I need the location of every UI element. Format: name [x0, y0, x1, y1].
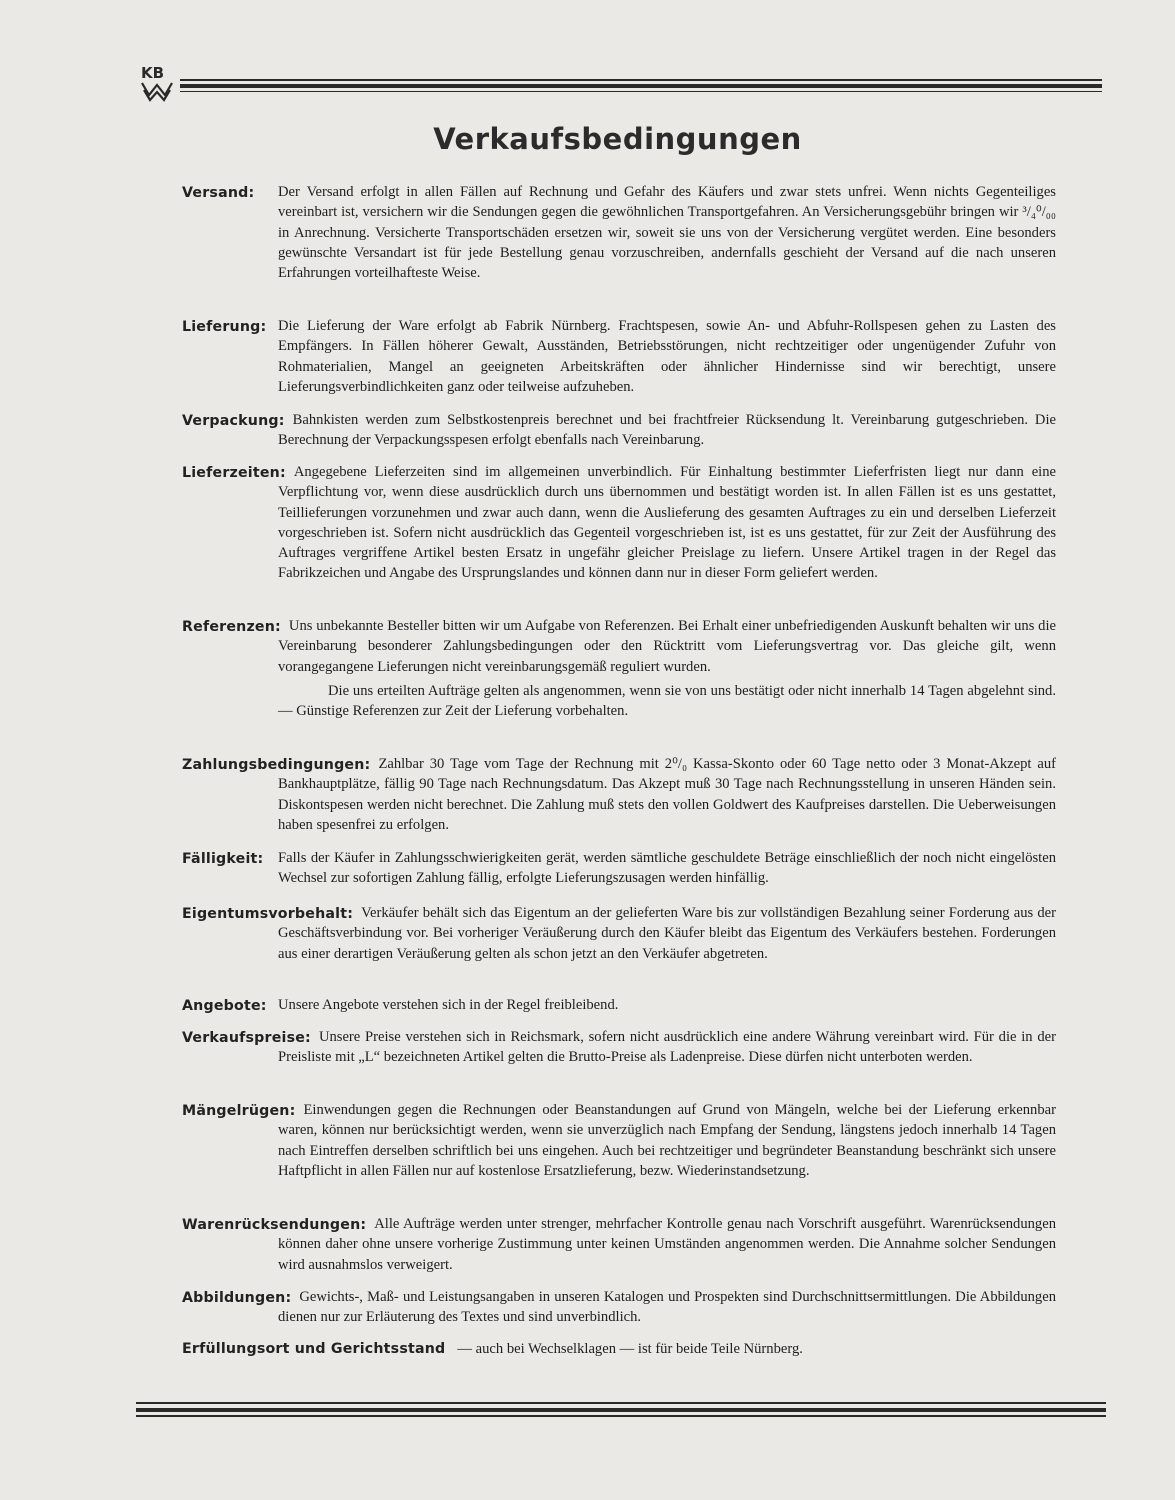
section-label: Versand:	[182, 185, 255, 201]
page-title: Verkaufsbedingungen	[433, 122, 802, 156]
logo-text: KB	[141, 64, 165, 82]
section-text: Falls der Käufer in Zahlungsschwierigkeiten gerät, werden sämtliche geschuldete Beträge einschließlich der noch nicht eingelösten Wechsel zur sofortigen Zahlung fällig, erfolgte Lieferungszusagen werden hinfällig.	[278, 850, 1056, 887]
section-referenzen	[182, 616, 1056, 721]
section-text: Zahlbar 30 Tage vom Tage der Rechnung mit 2⁰/₀ Kassa-Skonto oder 60 Tage netto oder 3 Monat-Akzept auf Bankhauptplätze, fällig 90 Tage nach Rechnungsdatum. Das Akzept muß 30 Tage nach Rechnungsstellung in unseren Händen sein. Diskontspesen werden nicht berechnet. Die Zahlung muß stets den vollen Goldwert des Kaufpreises darstellen. Die Ueberweisungen haben spesenfrei zu erfolgen.	[278, 756, 1056, 833]
section-zahlungsbedingungen	[182, 754, 1056, 835]
section-text: Der Versand erfolgt in allen Fällen auf Rechnung und Gefahr des Käufers und zwar stets unfrei. Wenn nichts Gegenteiliges vereinbart ist, versichern wir die Sendungen gegen die gewöhnlichen Transportgefahren. An Versicherungsgebühr bringen wir ³/₄⁰/₀₀ in Anrechnung. Versicherte Transportschäden ersetzen wir, soweit sie uns von der Versicherung vergütet werden. Eine besonders gewünschte Versandart ist für jede Bestellung genau vorzuschreiben, andernfalls geschieht der Versand auf die nach unseren Erfahrungen vorteilhafteste Weise.	[278, 184, 1056, 282]
section-label: Verpackung:	[182, 413, 285, 429]
section-text: Unsere Preise verstehen sich in Reichsmark, sofern nicht ausdrücklich eine andere Währung vereinbart wird. Für die in der Preisliste mit „L“ bezeichneten Artikel gelten die Brutto-Preise als Ladenpreise. Diese dürfen nicht unterboten werden.	[278, 1029, 1056, 1066]
kbw-logo	[140, 66, 176, 106]
bottom-rule	[136, 1402, 1106, 1404]
section-faelligkeit	[182, 848, 1056, 889]
section-text: Die Lieferung der Ware erfolgt ab Fabrik Nürnberg. Frachtspesen, sowie An- und Abfuhr-Rollspesen gehen zu Lasten des Empfängers. In Fällen höherer Gewalt, Ausständen, Betriebsstörungen, nicht rechtzeitiger oder ungenügender Zufuhr von Rohmaterialien, Mangel an geeigneten Arbeitskräften oder ähnlicher Hindernisse sind wir berechtigt, unsere Lieferungsverbindlichkeiten ganz oder teilweise aufzuheben.	[278, 318, 1056, 395]
logo-w-mark	[140, 81, 176, 103]
section-text: — auch bei Wechselklagen — ist für beide Teile Nürnberg.	[457, 1341, 803, 1357]
section-text: Bahnkisten werden zum Selbstkostenpreis berechnet und bei frachtfreier Rücksendung lt. Vereinbarung gutgeschrieben. Die Berechnung der Verpackungsspesen erfolgt ebenfalls nach Vereinbarung.	[278, 412, 1056, 449]
section-label: Warenrücksendungen:	[182, 1217, 367, 1233]
section-text: Gewichts-, Maß- und Leistungsangaben in unseren Katalogen und Prospekten sind Durchschnittsermittlungen. Die Abbildungen dienen nur zur Erläuterung des Textes und sind unverbindlich.	[278, 1289, 1056, 1326]
section-verpackung	[182, 410, 1056, 451]
section-text: Uns unbekannte Besteller bitten wir um Aufgabe von Referenzen. Bei Erhalt einer unbefriedigenden Auskunft behalten wir uns die Vereinbarung besonderer Zahlungsbedingungen oder den Rücktritt vom Lieferungsvertrag vor. Das gleiche gilt, wenn vorangegangene Lieferungen nicht vereinbarungsgemäß reguliert wurden.	[278, 618, 1056, 675]
section-lieferung	[182, 316, 1056, 397]
section-text: Alle Aufträge werden unter strenger, mehrfacher Kontrolle genau nach Vorschrift ausgeführt. Warenrücksendungen können daher ohne unsere vorherige Zustimmung unter keinen Umständen angenommen werden. Die Annahme solcher Sendungen wird ausnahmslos verweigert.	[278, 1216, 1056, 1273]
section-label: Zahlungsbedingungen:	[182, 757, 371, 773]
section-label: Lieferzeiten:	[182, 465, 286, 481]
section-text: Unsere Angebote verstehen sich in der Regel freibleibend.	[278, 997, 619, 1013]
section-label: Referenzen:	[182, 619, 281, 635]
section-label: Verkaufspreise:	[182, 1030, 311, 1046]
section-maengelruegen	[182, 1100, 1056, 1181]
section-label: Fälligkeit:	[182, 851, 264, 867]
section-label: Erfüllungsort und Gerichtsstand	[182, 1341, 446, 1357]
section-versand	[182, 182, 1056, 283]
section-eigentumsvorbehalt	[182, 903, 1056, 964]
section-text: Einwendungen gegen die Rechnungen oder Beanstandungen auf Grund von Mängeln, welche bei der Lieferung erkennbar waren, können nur berücksichtigt werden, wenn sie unverzüglich nach Empfang der Sendung, längstens jedoch innerhalb 14 Tagen nach Eintreffen derselben schriftlich bei uns eingehen. Auch bei rechtzeitiger und begründeter Beanstandung beschränkt sich unsere Haftpflicht in allen Fällen nur auf kostenlose Ersatzlieferung, bezw. Wiederinstandsetzung.	[278, 1102, 1056, 1179]
section-lieferzeiten	[182, 462, 1056, 584]
section-label: Angebote:	[182, 998, 267, 1014]
section-verkaufspreise	[182, 1027, 1056, 1068]
section-text: Angegebene Lieferzeiten sind im allgemeinen unverbindlich. Für Einhaltung bestimmter Lieferfristen liegt nur dann eine Verpflichtung vor, wenn diese ausdrücklich durch uns übernommen und bestätigt worden ist. In allen Fällen ist es uns gestattet, Teillieferungen vorzunehmen und zwar auch dann, wenn die Auslieferung des gesamten Auftrages zu ein und derselben Lieferzeit vorgeschrieben ist. Sofern nicht ausdrücklich das Gegenteil vorgeschrieben ist, ist es uns gestattet, für zur Zeit der Ausführung des Auftrages vergriffene Artikel besten Ersatz in ungefähr gleicher Preislage zu liefern. Unsere Artikel tragen in der Regel das Fabrikzeichen und Angabe des Ursprungslandes und können dann nur in dieser Form geliefert werden.	[278, 464, 1056, 582]
section-label: Mängelrügen:	[182, 1103, 296, 1119]
section-label: Eigentumsvorbehalt:	[182, 906, 354, 922]
section-text: Verkäufer behält sich das Eigentum an der gelieferten Ware bis zur vollständigen Bezahlung seiner Forderung aus der Geschäftsverbindung vor. Bei vorheriger Veräußerung durch den Käufer bleibt das Eigentum des Verkäufers bestehen. Forderungen aus einer derartigen Veräußerung gelten als schon jetzt an den Verkäufer abgetreten.	[278, 905, 1056, 962]
section-text-2: Die uns erteilten Aufträge gelten als angenommen, wenn sie von uns bestätigt oder nicht innerhalb 14 Tagen abgelehnt sind. — Günstige Referenzen zur Zeit der Lieferung vorbehalten.	[278, 682, 1056, 720]
section-label: Lieferung:	[182, 319, 267, 335]
section-abbildungen	[182, 1287, 1056, 1328]
top-rule	[180, 79, 1102, 81]
section-erfuellungsort	[182, 1339, 1056, 1359]
section-label: Abbildungen:	[182, 1290, 292, 1306]
section-angebote	[182, 995, 1056, 1015]
section-warenruecksendungen	[182, 1214, 1056, 1275]
